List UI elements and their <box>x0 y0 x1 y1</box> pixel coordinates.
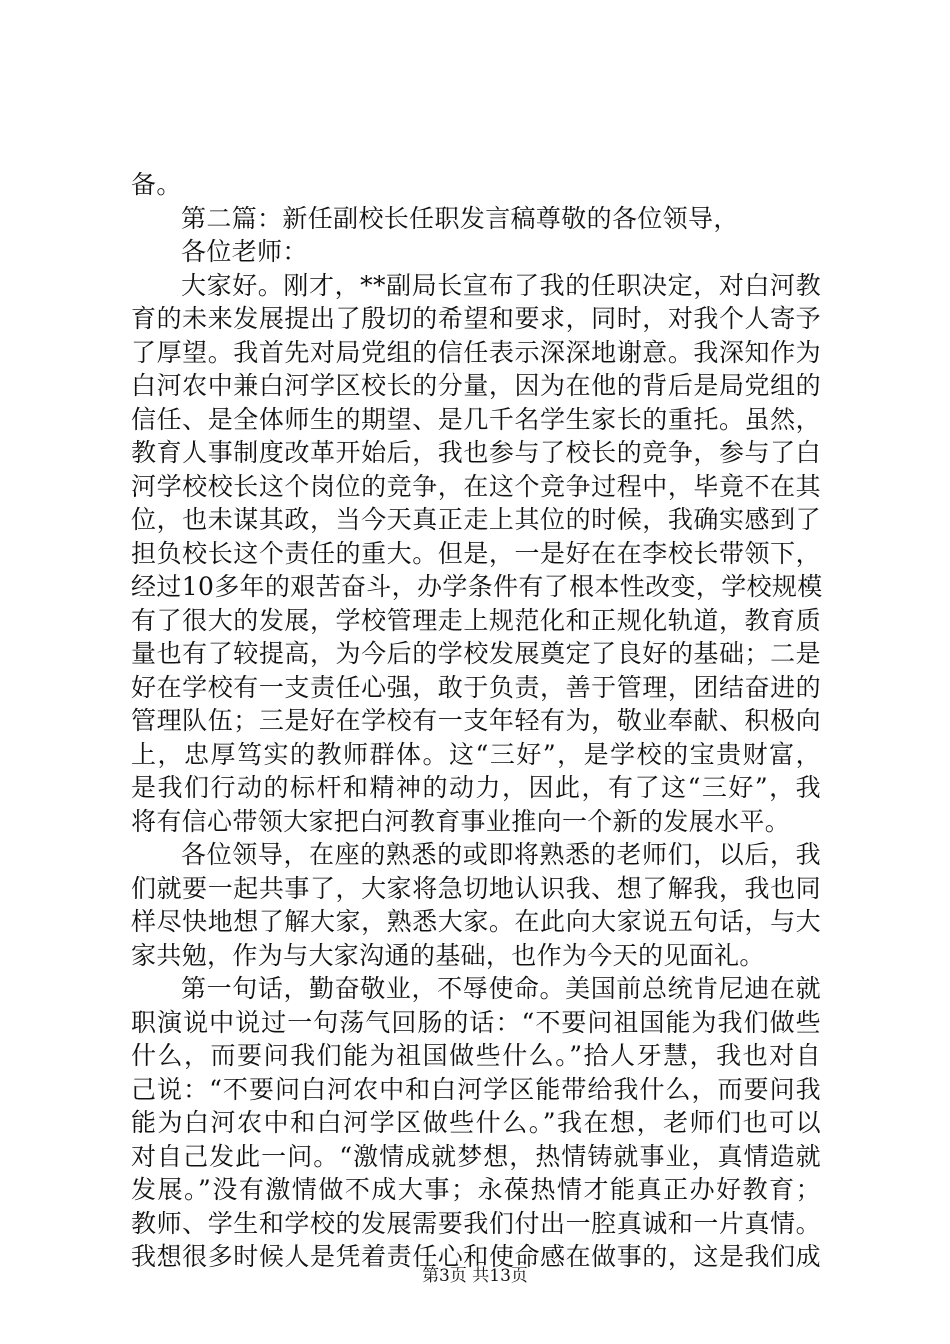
text-line: 将有信心带领大家把白河教育事业推向一个新的发展水平。 <box>131 806 791 836</box>
text-line: 对自己发此一问。“激情成就梦想，热情铸就事业，真情造就 <box>131 1141 821 1171</box>
text-line: 家共勉，作为与大家沟通的基础，也作为今天的见面礼。 <box>131 940 765 970</box>
text-line: 样尽快地想了解大家，熟悉大家。在此向大家说五句话，与大 <box>131 907 821 936</box>
text-line: 教育人事制度改革开始后，我也参与了校长的竞争，参与了白 <box>131 438 821 467</box>
text-line: 担负校长这个责任的重大。但是，一是好在在李校长带领下， <box>131 538 821 568</box>
text-line: 量也有了较提高，为今后的学校发展奠定了良好的基础；二是 <box>131 639 821 668</box>
text-line: 育的未来发展提出了殷切的希望和要求，同时，对我个人寄予 <box>131 304 821 333</box>
text-line: 第一句话，勤奋敬业，不辱使命。美国前总统肯尼迪在就 <box>181 974 821 1003</box>
text-line: 教师、学生和学校的发展需要我们付出一腔真诚和一片真情。 <box>131 1208 821 1238</box>
text-line: 有了很大的发展，学校管理走上规范化和正规化轨道，教育质 <box>131 605 821 635</box>
text-line: 大家好。刚才，**副局长宣布了我的任职决定，对白河教 <box>181 270 821 300</box>
text-line: 上，忠厚笃实的教师群体。这“三好”，是学校的宝贵财富， <box>131 739 821 769</box>
document-body <box>131 168 821 1274</box>
text-line: 能为白河农中和白河学区做些什么。”我在想，老师们也可以 <box>131 1108 821 1137</box>
text-line: 了厚望。我首先对局党组的信任表示深深地谢意。我深知作为 <box>131 337 821 367</box>
text-line: 我想很多时候人是凭着责任心和使命感在做事的，这是我们成 <box>131 1242 821 1271</box>
text-line: 经过10多年的艰苦奋斗，办学条件有了根本性改变，学校规模 <box>131 572 823 601</box>
text-line: 是我们行动的标杆和精神的动力，因此，有了这“三好”，我 <box>131 773 821 802</box>
text-line: 各位老师： <box>181 237 308 266</box>
text-line: 信任、是全体师生的期望、是几千名学生家长的重托。虽然， <box>131 404 821 434</box>
text-line: 己说：“不要问白河农中和白河学区能带给我什么，而要问我 <box>131 1074 821 1104</box>
text-line: 河学校校长这个岗位的竞争，在这个竞争过程中，毕竟不在其 <box>131 471 821 501</box>
text-line: 位，也未谋其政，当今天真正走上其位的时候，我确实感到了 <box>131 505 821 534</box>
text-line: 各位领导，在座的熟悉的或即将熟悉的老师们，以后，我 <box>181 840 821 869</box>
text-line: 白河农中兼白河学区校长的分量，因为在他的背后是局党组的 <box>131 371 821 400</box>
text-line: 发展。”没有激情做不成大事；永葆热情才能真正办好教育； <box>131 1175 821 1204</box>
page-number-footer: 第3页 共13页 <box>422 1266 528 1286</box>
text-line: 们就要一起共事了，大家将急切地认识我、想了解我，我也同 <box>131 873 821 903</box>
text-line: 什么，而要问我们能为祖国做些什么。”拾人牙慧，我也对自 <box>131 1041 821 1070</box>
text-line: 第二篇：新任副校长任职发言稿尊敬的各位领导， <box>181 203 739 233</box>
text-line: 管理队伍；三是好在学校有一支年轻有为，敬业奉献、积极向 <box>131 706 821 735</box>
text-line: 备。 <box>131 170 182 199</box>
text-line: 职演说中说过一句荡气回肠的话：“不要问祖国能为我们做些 <box>131 1007 821 1037</box>
text-line: 好在学校有一支责任心强，敢于负责，善于管理，团结奋进的 <box>131 672 821 702</box>
